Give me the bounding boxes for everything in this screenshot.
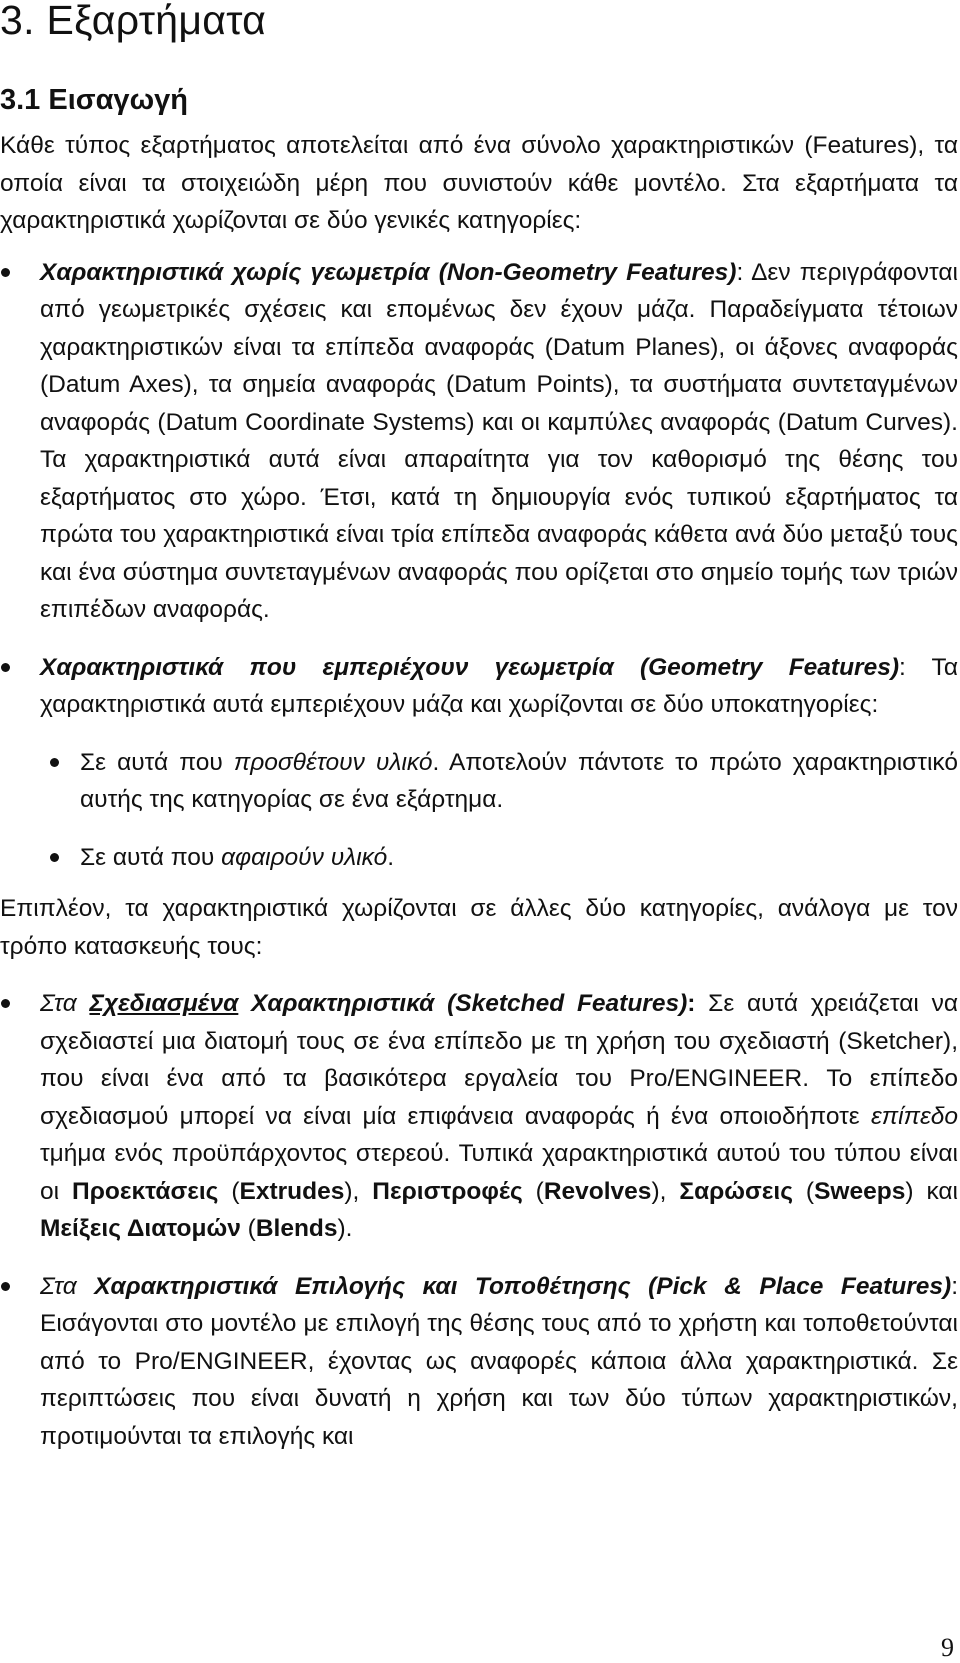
feature-revolves: Περιστροφές [372,1177,523,1205]
bullet-geometry-features: Χαρακτηριστικά που εμπεριέχουν γεωμετρία (Geometry Features): Τα χαρακτηριστικά αυτά εμπεριέχουν μάζα και χωρίζονται σε δύο υποκατηγορίες: [40,649,958,724]
intro-paragraph: Κάθε τύπος εξαρτήματος αποτελείται από ένα σύνολο χαρακτηριστικών (Features), τα οποία είναι τα στοιχειώδη μέρη που συνιστούν κάθε μοντέλο. Στα εξαρτήματα τα χαρακτηριστικά χωρίζονται σε δύο γενικές κατηγορίες: [0,132,958,234]
chapter-heading: 3. Εξαρτήματα [0,0,267,43]
feature-blends: Μείξεις Διατομών [40,1215,241,1242]
sub-bullet-add-material: Σε αυτά που προσθέτουν υλικό. Αποτελούν πάντοτε το πρώτο χαρακτηριστικό αυτής της κατηγορίας σε ένα εξάρτημα. [80,744,958,819]
feature-sweeps: Σαρώσεις [679,1177,793,1205]
sub-bullet-remove-material: Σε αυτά που αφαιρούν υλικό. [80,839,958,877]
body-text [0,127,958,1455]
bullet-pick-and-place-features: Στα Χαρακτηριστικά Επιλογής και Τοποθέτησης (Pick & Place Features): Εισάγονται στο μοντέλο με επιλογή της θέσης τους από το χρήστη και τοποθετούνται από το Pro/ENGINEER, έχοντας ως αναφορές κάποια άλλα χαρακτηριστικά. Σε περιπτώσεις που είναι δυνατή η χρήση και των δύο τύπων χαρακτηριστικών, προτιμούνται τα επιλογής και [40,1268,958,1456]
feature-extrudes: Προεκτάσεις [72,1177,219,1205]
bullet-term: Χαρακτηριστικά χωρίς γεωμετρία (Non-Geometry Features) [40,258,737,286]
bullet-term: Χαρακτηριστικά που εμπεριέχουν γεωμετρία (Geometry Features) [40,653,899,681]
construction-paragraph: Επιπλέον, τα χαρακτηριστικά χωρίζονται σε άλλες δύο κατηγορίες, ανάλογα με τον τρόπο κατασκευής τους: [0,895,958,960]
bullet-non-geometry-features: Χαρακτηριστικά χωρίς γεωμετρία (Non-Geometry Features): Δεν περιγράφονται από γεωμετρικές σχέσεις και επομένως δεν έχουν μάζα. Παραδείγματα τέτοιων χαρακτηριστικών είναι τα επίπεδα αναφοράς (Datum Planes), οι άξονες αναφοράς (Datum Axes), τα σημεία αναφοράς (Datum Points), τα συστήματα συντεταγμένων αναφοράς (Datum Coordinate Systems) και οι καμπύλες αναφοράς (Datum Curves). Τα χαρακτηριστικά αυτά είναι απαραίτητα για τον καθορισμό της θέσης του εξαρτήματος στο χώρο. Έτσι, κατά τη δημιουργία ενός τυπικού εξαρτήματος τα πρώτα του χαρακτηριστικά είναι τρία επίπεδα αναφοράς κάθετα ανά δύο μεταξύ τους και ένα σύστημα συντεταγμένων αναφοράς που ορίζεται στο σημείο τομής των τριών επιπέδων αναφοράς. [40,254,958,629]
page-number: 9 [941,1633,954,1662]
bullet-sketched-features: Στα Σχεδιασμένα Χαρακτηριστικά (Sketched Features): Σε αυτά χρειάζεται να σχεδιαστεί μια διατομή τους σε ένα επίπεδο με τη χρήση του σχεδιαστή (Sketcher), που είναι ένα από τα βασικότερα εργαλεία του Pro/ENGINEER. Το επίπεδο σχεδιασμού μπορεί να είναι μία επιφάνεια αναφοράς ή ένα οποιοδήποτε επίπεδο τμήμα ενός προϋπάρχοντος στερεού. Τυπικά χαρακτηριστικά αυτού του τύπου είναι οι Προεκτάσεις (Extrudes), Περιστροφές (Revolves), Σαρώσεις (Sweeps) και Μείξεις Διατομών (Blends). [40,985,958,1248]
section-heading: 3.1 Εισαγωγή [0,84,188,116]
bullet-term: Χαρακτηριστικά Επιλογής και Τοποθέτησης (Pick & Place Features) [94,1272,952,1300]
